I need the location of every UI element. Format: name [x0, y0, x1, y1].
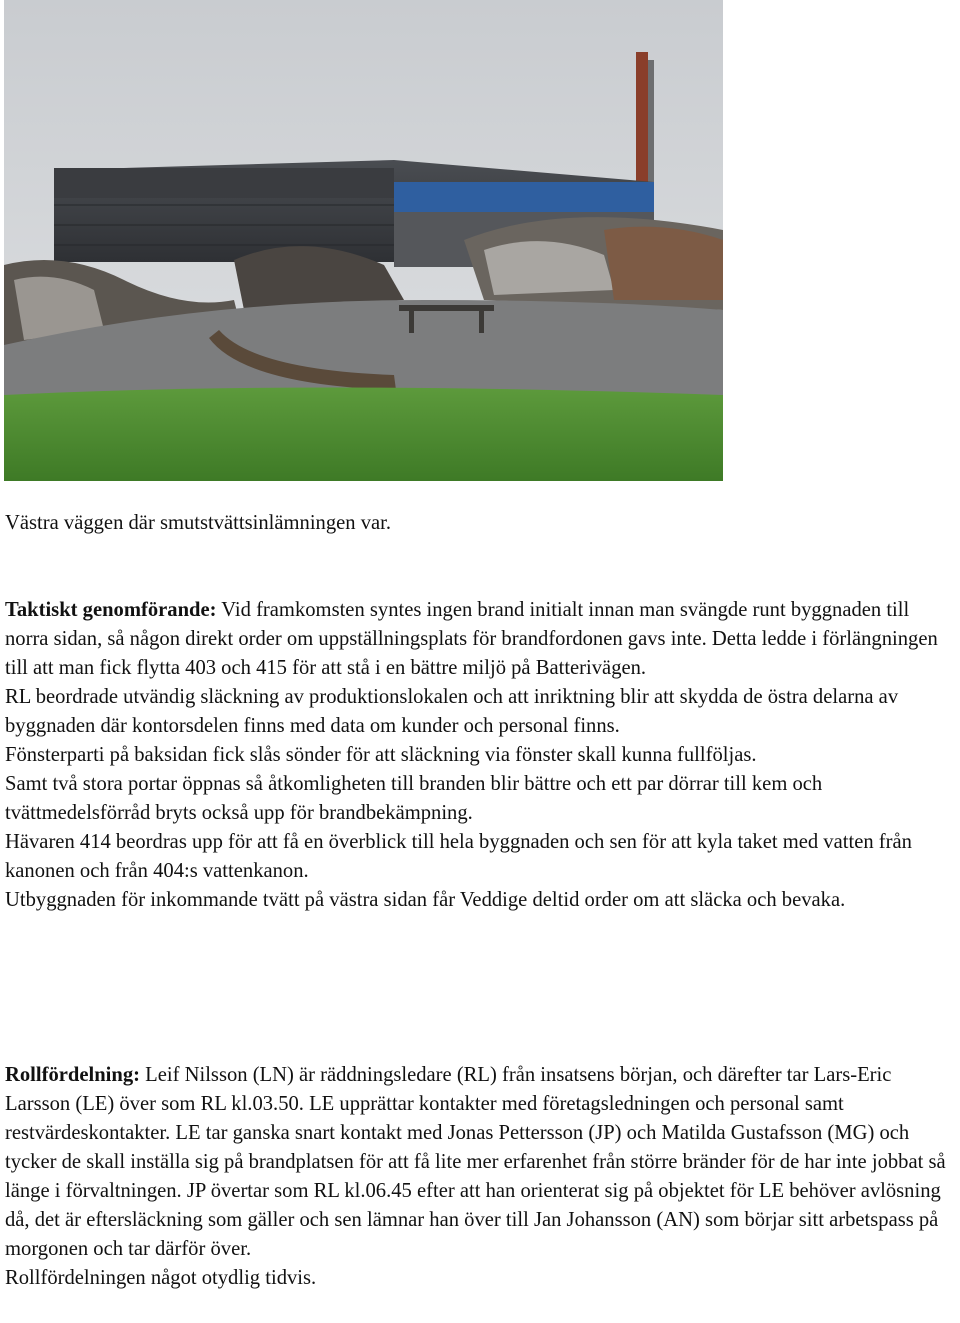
tactical-paragraph: RL beordrade utvändig släckning av produktionslokalen och att inriktning blir att skydda de östra delarna av byggnaden där kontorsdelen finns med data om kunder och personal finns.	[5, 686, 899, 737]
tactical-paragraph: Fönsterparti på baksidan fick slås sönder för att släckning via fönster skall kunna fullföljas.	[5, 744, 757, 766]
tactical-intro-text: Vid framkomsten syntes ingen brand initialt innan man svängde runt byggnaden till norra sidan, så någon direkt order om uppställningsplats för brandfordonen gavs inte. Detta ledde i förlängningen till att man fick flytta 403 och 415 för att stå i en bättre miljö på Batterivägen.	[5, 599, 938, 679]
roles-heading: Rollfördelning:	[5, 1064, 141, 1086]
tactical-heading: Taktiskt genomförande:	[5, 599, 217, 621]
roles-text: Leif Nilsson (LN) är räddningsledare (RL) från insatsens början, och därefter tar Lars-Eric Larsson (LE) över som RL kl.03.50. LE upprättar kontakter med företagsledningen och personal samt restvärdeskontakter. LE tar ganska snart kontakt med Jonas Pettersson (JP) och Matilda Gustafsson (MG) och tycker de skall inställa sig på brandplatsen för att få lite mer erfarenhet från större bränder för de har inte jobbat så länge i förvaltningen. JP övertar som RL kl.06.45 efter att han orienterat sig på objektet för LE behöver avlösning då, det är eftersläckning som gäller och sen lämnar han över till Jan Johansson (AN) som börjar sitt arbetspass på morgonen och tar därför över.	[5, 1064, 946, 1260]
tactical-intro	[5, 596, 957, 683]
fire-site-photo	[4, 0, 723, 481]
tactical-paragraph: Hävaren 414 beordras upp för att få en överblick till hela byggnaden och sen för att kyla taket med vatten från kanonen och från 404:s vattenkanon.	[5, 831, 912, 882]
caption-text: Västra väggen där smutstvättsinlämningen var.	[5, 512, 392, 534]
roles-closing: Rollfördelningen något otydlig tidvis.	[5, 1267, 317, 1289]
roles-paragraph	[5, 1061, 957, 1264]
tactical-section	[5, 596, 957, 915]
photo-caption	[5, 509, 957, 538]
roles-section	[5, 1061, 957, 1293]
tactical-paragraph: Samt två stora portar öppnas så åtkomligheten till branden blir bättre och ett par dörrar till kem och tvättmedelsförråd bryts också upp för brandbekämpning.	[5, 773, 823, 824]
tactical-paragraph: Utbyggnaden för inkommande tvätt på västra sidan får Veddige deltid order om att släcka och bevaka.	[5, 889, 846, 911]
